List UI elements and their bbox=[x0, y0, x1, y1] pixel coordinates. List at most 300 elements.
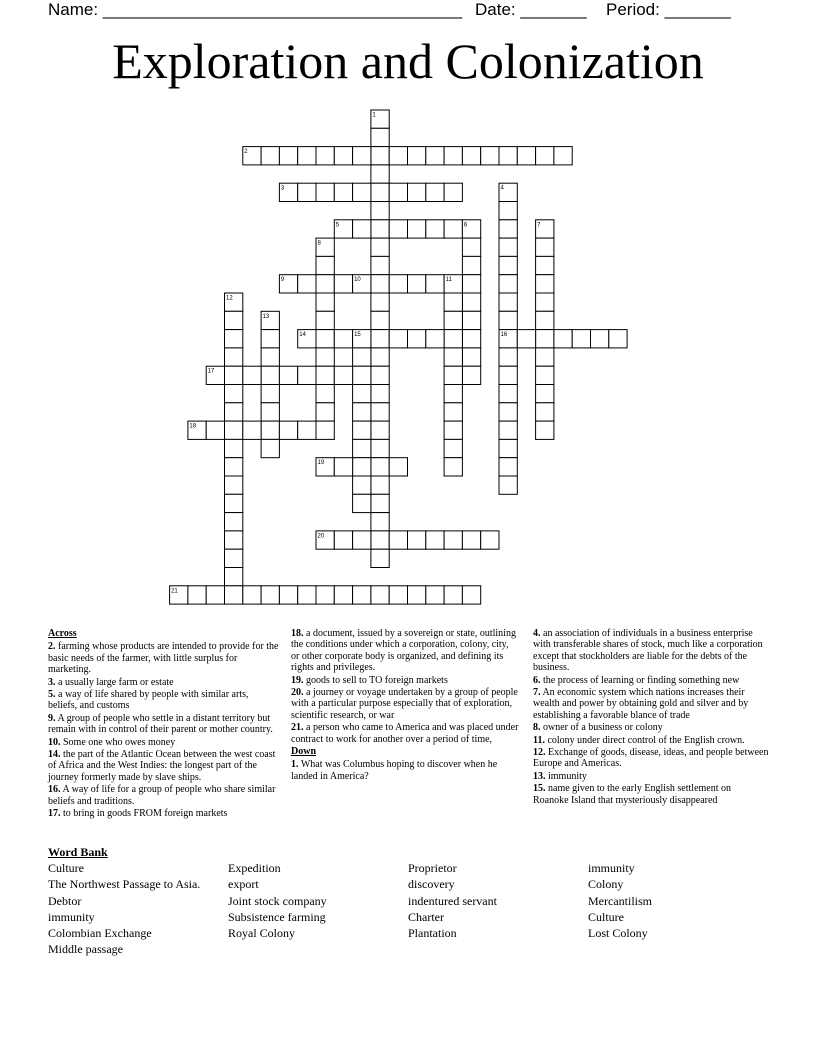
clue-text: What was Columbus hoping to discover when he landed in America? bbox=[291, 759, 498, 782]
grid-cell[interactable] bbox=[499, 293, 517, 311]
clue-number-label: 12 bbox=[226, 295, 233, 302]
grid-cell[interactable] bbox=[499, 439, 517, 457]
grid-cell[interactable] bbox=[444, 385, 462, 403]
clue-number: 11. bbox=[533, 734, 545, 746]
clue-number: 6. bbox=[533, 674, 541, 686]
clues-column-2 bbox=[291, 628, 519, 783]
grid-cell[interactable] bbox=[536, 366, 554, 384]
grid-cell[interactable] bbox=[371, 403, 389, 421]
grid-cell[interactable] bbox=[499, 147, 517, 165]
grid-cell[interactable] bbox=[353, 458, 371, 476]
grid-cell[interactable] bbox=[316, 256, 334, 274]
grid-cell[interactable] bbox=[462, 366, 480, 384]
word-bank-item: Culture bbox=[588, 909, 624, 924]
grid-cell[interactable] bbox=[316, 183, 334, 201]
grid-cell[interactable] bbox=[225, 366, 243, 384]
across-clue bbox=[291, 722, 519, 745]
grid-cell[interactable] bbox=[444, 311, 462, 329]
grid-cell[interactable] bbox=[444, 293, 462, 311]
grid-cell[interactable] bbox=[353, 421, 371, 439]
grid-cell[interactable] bbox=[517, 147, 535, 165]
grid-cell[interactable] bbox=[408, 531, 426, 549]
grid-cell[interactable] bbox=[462, 147, 480, 165]
grid-cell[interactable] bbox=[408, 147, 426, 165]
clue-text: Some one who owes money bbox=[60, 736, 176, 748]
grid-cell[interactable] bbox=[298, 147, 316, 165]
clue-number-label: 2 bbox=[244, 149, 248, 156]
clue-number-label: 1 bbox=[372, 112, 376, 119]
grid-cell[interactable] bbox=[225, 439, 243, 457]
clue-number: 13. bbox=[533, 770, 546, 782]
grid-cell[interactable] bbox=[353, 494, 371, 512]
clue-text: immunity bbox=[545, 770, 587, 782]
clue-number: 10. bbox=[48, 736, 61, 748]
clue-number: 8. bbox=[533, 722, 541, 734]
grid-cell[interactable] bbox=[517, 330, 535, 348]
grid-cell[interactable] bbox=[261, 403, 279, 421]
word-bank-title: Word Bank bbox=[48, 845, 108, 859]
grid-cell[interactable] bbox=[389, 220, 407, 238]
word-bank-item: discovery bbox=[408, 877, 455, 892]
grid-cell[interactable] bbox=[444, 147, 462, 165]
grid-cell[interactable] bbox=[371, 385, 389, 403]
grid-cell[interactable] bbox=[499, 311, 517, 329]
grid-cell[interactable] bbox=[206, 421, 224, 439]
clue-text: a journey or voyage undertaken by a group of people with a particular purpose especially that of exploration, scientific research, or war bbox=[291, 687, 518, 721]
grid-cell[interactable] bbox=[499, 458, 517, 476]
grid-cell[interactable] bbox=[371, 165, 389, 183]
grid-cell[interactable] bbox=[371, 183, 389, 201]
grid-cell[interactable] bbox=[536, 256, 554, 274]
word-bank-item: Colony bbox=[588, 877, 624, 892]
grid-cell[interactable] bbox=[444, 458, 462, 476]
grid-cell[interactable] bbox=[316, 403, 334, 421]
clues-column-1 bbox=[48, 628, 280, 821]
down-clue bbox=[533, 747, 769, 770]
grid-cell[interactable] bbox=[279, 421, 297, 439]
clue-number-label: 15 bbox=[354, 332, 361, 339]
clue-number: 12. bbox=[533, 747, 546, 759]
down-clue bbox=[533, 687, 769, 721]
grid-cell[interactable] bbox=[188, 586, 206, 604]
grid-cell[interactable] bbox=[462, 586, 480, 604]
grid-cell[interactable] bbox=[499, 421, 517, 439]
grid-cell[interactable] bbox=[225, 494, 243, 512]
clue-text: to bring in goods FROM foreign markets bbox=[60, 808, 228, 820]
across-clue bbox=[291, 675, 519, 686]
grid-cell[interactable] bbox=[353, 586, 371, 604]
clue-number: 2. bbox=[48, 641, 56, 653]
grid-cell[interactable] bbox=[353, 348, 371, 366]
clue-number-label: 3 bbox=[280, 185, 285, 192]
grid-cell[interactable] bbox=[499, 238, 517, 256]
grid-cell[interactable] bbox=[499, 385, 517, 403]
grid-cell[interactable] bbox=[261, 421, 279, 439]
clue-number-label: 17 bbox=[207, 368, 215, 375]
grid-cell[interactable] bbox=[353, 183, 371, 201]
down-clue bbox=[533, 735, 769, 746]
clue-number-label: 20 bbox=[317, 533, 325, 540]
word-bank-column-2 bbox=[228, 860, 327, 941]
across-clue bbox=[48, 737, 280, 748]
grid-cell[interactable] bbox=[225, 531, 243, 549]
grid-cell[interactable] bbox=[334, 330, 352, 348]
across-clue bbox=[48, 749, 280, 783]
grid-cell[interactable] bbox=[389, 183, 407, 201]
grid-cell[interactable] bbox=[408, 586, 426, 604]
grid-cell[interactable] bbox=[499, 256, 517, 274]
grid-cell[interactable] bbox=[444, 421, 462, 439]
grid-cell[interactable] bbox=[298, 275, 316, 293]
clue-text: An economic system which nations increases their wealth and power by obtaining gold and silver and by establishing a favorable blance of trade bbox=[533, 687, 749, 721]
grid-cell[interactable] bbox=[371, 476, 389, 494]
grid-cell[interactable] bbox=[334, 586, 352, 604]
grid-cell[interactable] bbox=[408, 330, 426, 348]
grid-cell[interactable] bbox=[353, 403, 371, 421]
grid-cell[interactable] bbox=[444, 439, 462, 457]
clue-number-label: 14 bbox=[299, 332, 306, 339]
clue-number: 19. bbox=[291, 674, 304, 686]
clue-number: 20. bbox=[291, 687, 304, 699]
grid-cell[interactable] bbox=[225, 458, 243, 476]
grid-cell[interactable] bbox=[316, 366, 334, 384]
grid-cell[interactable] bbox=[353, 439, 371, 457]
across-clue bbox=[48, 641, 280, 675]
grid-cell[interactable] bbox=[389, 330, 407, 348]
grid-cell[interactable] bbox=[316, 311, 334, 329]
grid-cell[interactable] bbox=[462, 531, 480, 549]
word-bank-column-1 bbox=[48, 860, 200, 958]
grid-cell[interactable] bbox=[371, 293, 389, 311]
grid-cell[interactable] bbox=[225, 403, 243, 421]
grid-cell[interactable] bbox=[225, 586, 243, 604]
grid-cell[interactable] bbox=[316, 330, 334, 348]
grid-cell[interactable] bbox=[371, 202, 389, 220]
down-clue bbox=[533, 771, 769, 782]
grid-cell[interactable] bbox=[261, 330, 279, 348]
grid-cell[interactable] bbox=[316, 421, 334, 439]
grid-cell[interactable] bbox=[334, 275, 352, 293]
down-clue bbox=[533, 783, 769, 806]
word-bank-column-4 bbox=[588, 860, 652, 941]
grid-cell[interactable] bbox=[481, 147, 499, 165]
grid-cell[interactable] bbox=[536, 385, 554, 403]
clue-number-label: 9 bbox=[280, 277, 285, 284]
grid-cell[interactable] bbox=[243, 366, 261, 384]
clue-text: a person who came to America and was placed under contract to work for another over a period of time, bbox=[291, 722, 519, 745]
grid-cell[interactable] bbox=[444, 366, 462, 384]
grid-cell[interactable] bbox=[462, 275, 480, 293]
grid-cell[interactable] bbox=[462, 256, 480, 274]
grid-cell[interactable] bbox=[371, 220, 389, 238]
grid-cell[interactable] bbox=[536, 330, 554, 348]
grid-cell[interactable] bbox=[536, 147, 554, 165]
name-field[interactable]: Name: ______________________________________ bbox=[48, 0, 463, 19]
grid-cell[interactable] bbox=[499, 348, 517, 366]
grid-cell[interactable] bbox=[426, 330, 444, 348]
clue-number-label: 10 bbox=[354, 277, 361, 284]
grid-cell[interactable] bbox=[225, 330, 243, 348]
word-bank-item: Joint stock company bbox=[228, 893, 327, 908]
grid-cell[interactable] bbox=[298, 421, 316, 439]
grid-cell[interactable] bbox=[536, 421, 554, 439]
grid-cell[interactable] bbox=[389, 275, 407, 293]
grid-cell[interactable] bbox=[334, 183, 352, 201]
grid-cell[interactable] bbox=[225, 568, 243, 586]
word-bank-item: The Northwest Passage to Asia. bbox=[48, 877, 201, 892]
down-clue bbox=[533, 722, 769, 733]
period-field[interactable]: Period: _______ bbox=[606, 0, 731, 19]
grid-cell[interactable] bbox=[353, 476, 371, 494]
grid-cell[interactable] bbox=[298, 183, 316, 201]
word-bank-item: Debtor bbox=[48, 893, 82, 908]
grid-cell[interactable] bbox=[261, 439, 279, 457]
grid-cell[interactable] bbox=[536, 238, 554, 256]
grid-cell[interactable] bbox=[316, 293, 334, 311]
grid-cell[interactable] bbox=[444, 220, 462, 238]
grid-cell[interactable] bbox=[371, 586, 389, 604]
grid-cell[interactable] bbox=[536, 348, 554, 366]
grid-cell[interactable] bbox=[371, 147, 389, 165]
grid-cell[interactable] bbox=[462, 311, 480, 329]
word-bank-item: immunity bbox=[588, 861, 635, 875]
grid-cell[interactable] bbox=[554, 147, 572, 165]
grid-cell[interactable] bbox=[225, 348, 243, 366]
clue-number-label: 6 bbox=[463, 222, 468, 229]
grid-cell[interactable] bbox=[225, 549, 243, 567]
across-clue bbox=[48, 713, 280, 736]
grid-cell[interactable] bbox=[462, 238, 480, 256]
grid-cell[interactable] bbox=[353, 531, 371, 549]
grid-cell[interactable] bbox=[225, 476, 243, 494]
clue-text: name given to the early English settlement on Roanoke Island that mysteriously disappeared bbox=[533, 783, 732, 806]
clue-number: 16. bbox=[48, 784, 61, 796]
date-field[interactable]: Date: _______ bbox=[475, 0, 587, 19]
across-clue bbox=[291, 687, 519, 721]
grid-cell[interactable] bbox=[389, 147, 407, 165]
grid-cell[interactable] bbox=[225, 311, 243, 329]
grid-cell[interactable] bbox=[389, 531, 407, 549]
clue-number-label: 16 bbox=[500, 332, 508, 339]
grid-cell[interactable] bbox=[316, 147, 334, 165]
grid-cell[interactable] bbox=[408, 275, 426, 293]
clue-text: goods to sell to TO foreign markets bbox=[303, 674, 448, 686]
grid-cell[interactable] bbox=[261, 348, 279, 366]
grid-cell[interactable] bbox=[609, 330, 627, 348]
clue-number-label: 11 bbox=[445, 277, 452, 284]
grid-cell[interactable] bbox=[426, 183, 444, 201]
grid-cell[interactable] bbox=[243, 586, 261, 604]
down-clue bbox=[533, 675, 769, 686]
grid-cell[interactable] bbox=[462, 330, 480, 348]
clue-text: the part of the Atlantic Ocean between the west coast of Africa and the West Indies: the longest part of the journey formerly made by slave ships. bbox=[48, 749, 276, 783]
word-bank-item: indentured servant bbox=[408, 893, 497, 908]
clue-number-label: 4 bbox=[500, 185, 504, 192]
word-bank-item: Royal Colony bbox=[228, 926, 296, 941]
grid-cell[interactable] bbox=[371, 531, 389, 549]
clue-text: a document, issued by a sovereign or state, outlining the conditions under which a corporation, colony, city, or other corporate body is organized, and defining its rights and privileges. bbox=[291, 628, 516, 674]
word-bank-item: Plantation bbox=[408, 926, 457, 941]
page-title: Exploration and Colonization bbox=[112, 33, 704, 89]
grid-cell[interactable] bbox=[462, 348, 480, 366]
clue-number: 3. bbox=[48, 676, 56, 688]
grid-cell[interactable] bbox=[591, 330, 609, 348]
grid-cell[interactable] bbox=[371, 458, 389, 476]
clue-text: A group of people who settle in a distant territory but remain with in control of their parent or mother country. bbox=[48, 712, 273, 736]
clue-number-label: 21 bbox=[171, 588, 178, 595]
grid-cell[interactable] bbox=[444, 586, 462, 604]
grid-cell[interactable] bbox=[371, 256, 389, 274]
grid-cell[interactable] bbox=[499, 275, 517, 293]
grid-cell[interactable] bbox=[261, 366, 279, 384]
grid-cell[interactable] bbox=[426, 531, 444, 549]
clue-text: Exchange of goods, disease, ideas, and people between Europe and Americas. bbox=[533, 747, 769, 770]
grid-cell[interactable] bbox=[389, 458, 407, 476]
grid-cell[interactable] bbox=[371, 421, 389, 439]
grid-cell[interactable] bbox=[426, 275, 444, 293]
grid-cell[interactable] bbox=[371, 348, 389, 366]
clue-number: 21. bbox=[291, 722, 304, 734]
grid-cell[interactable] bbox=[334, 531, 352, 549]
grid-cell[interactable] bbox=[279, 366, 297, 384]
grid-cell[interactable] bbox=[353, 366, 371, 384]
grid-cell[interactable] bbox=[279, 586, 297, 604]
grid-cell[interactable] bbox=[243, 421, 261, 439]
word-bank-column-3 bbox=[408, 860, 497, 941]
word-bank-item: Proprietor bbox=[408, 861, 457, 875]
grid-cell[interactable] bbox=[408, 183, 426, 201]
clue-text: A way of life for a group of people who share similar beliefs and traditions. bbox=[48, 784, 276, 807]
grid-cell[interactable] bbox=[426, 586, 444, 604]
across-clue bbox=[48, 689, 280, 712]
grid-cell[interactable] bbox=[371, 439, 389, 457]
grid-cell[interactable] bbox=[371, 494, 389, 512]
grid-cell[interactable] bbox=[279, 147, 297, 165]
grid-cell[interactable] bbox=[499, 403, 517, 421]
clue-number: 5. bbox=[48, 689, 56, 701]
grid-cell[interactable] bbox=[334, 458, 352, 476]
grid-cell[interactable] bbox=[536, 275, 554, 293]
grid-cell[interactable] bbox=[572, 330, 590, 348]
grid-cell[interactable] bbox=[408, 220, 426, 238]
grid-cell[interactable] bbox=[353, 147, 371, 165]
grid-cell[interactable] bbox=[444, 183, 462, 201]
grid-cell[interactable] bbox=[554, 330, 572, 348]
grid-cell[interactable] bbox=[481, 531, 499, 549]
clue-text: owner of a business or colony bbox=[540, 722, 663, 734]
grid-cell[interactable] bbox=[371, 513, 389, 531]
grid-cell[interactable] bbox=[261, 586, 279, 604]
grid-cell[interactable] bbox=[371, 311, 389, 329]
grid-cell[interactable] bbox=[334, 366, 352, 384]
clue-number: 14. bbox=[48, 749, 61, 761]
grid-cell[interactable] bbox=[462, 293, 480, 311]
down-clue bbox=[533, 628, 769, 674]
grid-cell[interactable] bbox=[444, 531, 462, 549]
grid-cell[interactable] bbox=[371, 549, 389, 567]
word-bank-item: Charter bbox=[408, 909, 444, 924]
grid-cell[interactable] bbox=[298, 586, 316, 604]
clue-number: 17. bbox=[48, 808, 61, 820]
grid-cell[interactable] bbox=[316, 385, 334, 403]
clue-number: 18. bbox=[291, 628, 304, 639]
clue-number: 9. bbox=[48, 712, 56, 724]
clue-text: the process of learning or finding something new bbox=[540, 674, 740, 686]
clue-number: 1. bbox=[291, 759, 299, 771]
grid-cell[interactable] bbox=[225, 421, 243, 439]
grid-cell[interactable] bbox=[536, 293, 554, 311]
word-bank-item: immunity bbox=[48, 909, 95, 924]
grid-cell[interactable] bbox=[316, 586, 334, 604]
clue-number-label: 18 bbox=[189, 423, 197, 430]
across-heading: Across bbox=[48, 628, 77, 639]
word-bank-item: Expedition bbox=[228, 861, 281, 875]
grid-cell[interactable] bbox=[261, 385, 279, 403]
grid-cell[interactable] bbox=[316, 348, 334, 366]
clue-number-label: 7 bbox=[537, 222, 541, 229]
grid-cell[interactable] bbox=[298, 366, 316, 384]
grid-cell[interactable] bbox=[426, 220, 444, 238]
word-bank-item: export bbox=[228, 877, 259, 892]
grid-cell[interactable] bbox=[444, 403, 462, 421]
clue-number-label: 19 bbox=[317, 460, 325, 467]
clue-number: 7. bbox=[533, 687, 541, 699]
grid-cell[interactable] bbox=[371, 366, 389, 384]
clue-number-label: 8 bbox=[317, 240, 321, 247]
grid-cell[interactable] bbox=[316, 275, 334, 293]
grid-cell[interactable] bbox=[371, 275, 389, 293]
word-bank-item: Colombian Exchange bbox=[48, 926, 152, 941]
word-bank-item: Culture bbox=[48, 861, 84, 875]
grid-cell[interactable] bbox=[225, 385, 243, 403]
clue-text: a usually large farm or estate bbox=[55, 676, 174, 688]
word-bank-item: Subsistence farming bbox=[228, 909, 326, 924]
grid-cell[interactable] bbox=[536, 403, 554, 421]
down-heading: Down bbox=[291, 746, 317, 758]
clue-text: colony under direct control of the English crown. bbox=[544, 734, 745, 746]
across-clue bbox=[48, 808, 280, 819]
across-clue bbox=[48, 677, 280, 688]
grid-cell[interactable] bbox=[353, 220, 371, 238]
word-bank-item: Mercantilism bbox=[588, 893, 652, 908]
word-bank-item: Lost Colony bbox=[588, 926, 648, 941]
across-clue bbox=[291, 628, 519, 674]
grid-cell[interactable] bbox=[536, 311, 554, 329]
clue-number: 4. bbox=[533, 628, 541, 639]
grid-cell[interactable] bbox=[444, 330, 462, 348]
clue-number-label: 13 bbox=[262, 313, 270, 320]
grid-cell[interactable] bbox=[499, 202, 517, 220]
grid-cell[interactable] bbox=[334, 147, 352, 165]
grid-cell[interactable] bbox=[389, 586, 407, 604]
grid-cell[interactable] bbox=[499, 366, 517, 384]
grid-cell[interactable] bbox=[499, 220, 517, 238]
grid-cell[interactable] bbox=[426, 147, 444, 165]
grid-cell[interactable] bbox=[206, 586, 224, 604]
grid-cell[interactable] bbox=[444, 348, 462, 366]
grid-cell[interactable] bbox=[353, 385, 371, 403]
grid-cell[interactable] bbox=[371, 238, 389, 256]
grid-cell[interactable] bbox=[371, 128, 389, 146]
across-clue bbox=[48, 784, 280, 807]
grid-cell[interactable] bbox=[371, 330, 389, 348]
word-bank-item: Middle passage bbox=[48, 942, 123, 957]
grid-cell[interactable] bbox=[261, 147, 279, 165]
clue-text: an association of individuals in a business enterprise with transferable shares of stock, much like a corporation except that stockholders are liable for the debts of the business. bbox=[533, 628, 763, 674]
grid-cell[interactable] bbox=[499, 476, 517, 494]
clue-number: 15. bbox=[533, 783, 546, 795]
grid-cell[interactable] bbox=[225, 513, 243, 531]
